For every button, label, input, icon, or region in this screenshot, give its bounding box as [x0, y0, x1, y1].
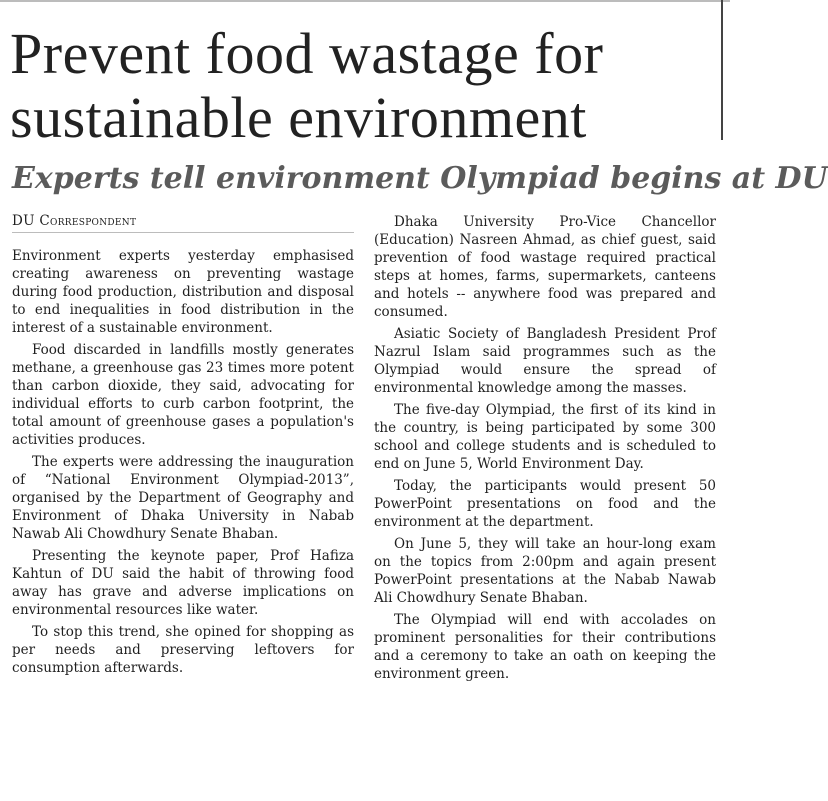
paragraph: To stop this trend, she opined for shopping as per needs and preserving leftovers for consumption afterwards.	[12, 624, 354, 676]
paragraph: The Olympiad will end with accolades on prominent personalities for their contributions and a ceremony to take an oath on keeping the environment green.	[374, 612, 716, 682]
subheadline: Experts tell environment Olympiad begins at DU	[12, 161, 828, 196]
article-column-right	[374, 213, 716, 687]
headline: Prevent food wastage for sustainable environment	[10, 21, 604, 150]
paragraph: Asiatic Society of Bangladesh President Prof Nazrul Islam said programmes such as the Olympiad would ensure the spread of environmental knowledge among the masses.	[374, 326, 716, 396]
paragraph: Dhaka University Pro-Vice Chancellor (Education) Nasreen Ahmad, as chief guest, said prevention of food wastage required practical steps at homes, farms, supermarkets, canteens and hotels -- anywhere food was prepared and consumed.	[374, 214, 716, 320]
paragraph: Environment experts yesterday emphasised creating awareness on preventing wastage during food production, distribution and disposal to end inequalities in food distribution in the interest of a sustainable environment.	[12, 248, 354, 336]
paragraph: Presenting the keynote paper, Prof Hafiza Kahtun of DU said the habit of throwing food away has grave and adverse implications on environmental resources like water.	[12, 548, 354, 618]
article-column-left	[12, 212, 354, 681]
paragraph: The experts were addressing the inauguration of “National Environment Olympiad-2013”, organised by the Department of Geography and Environment of Dhaka University in Nabab Nawab Ali Chowdhury Senate Bhaban.	[12, 454, 354, 542]
byline: DU Correspondent	[12, 212, 354, 233]
paragraph: Food discarded in landfills mostly generates methane, a greenhouse gas 23 times more potent than carbon dioxide, they said, advocating for individual efforts to curb carbon footprint, the total amount of greenhouse gases a population's activities produces.	[12, 342, 354, 448]
paragraph: On June 5, they will take an hour-long exam on the topics from 2:00pm and again present PowerPoint presentations at the Nabab Nawab Ali Chowdhury Senate Bhaban.	[374, 536, 716, 606]
top-rule	[0, 0, 730, 2]
paragraph: The five-day Olympiad, the first of its kind in the country, is being participated by some 300 school and college students and is scheduled to end on June 5, World Environment Day.	[374, 402, 716, 472]
paragraph: Today, the participants would present 50 PowerPoint presentations on food and the environment at the department.	[374, 478, 716, 530]
